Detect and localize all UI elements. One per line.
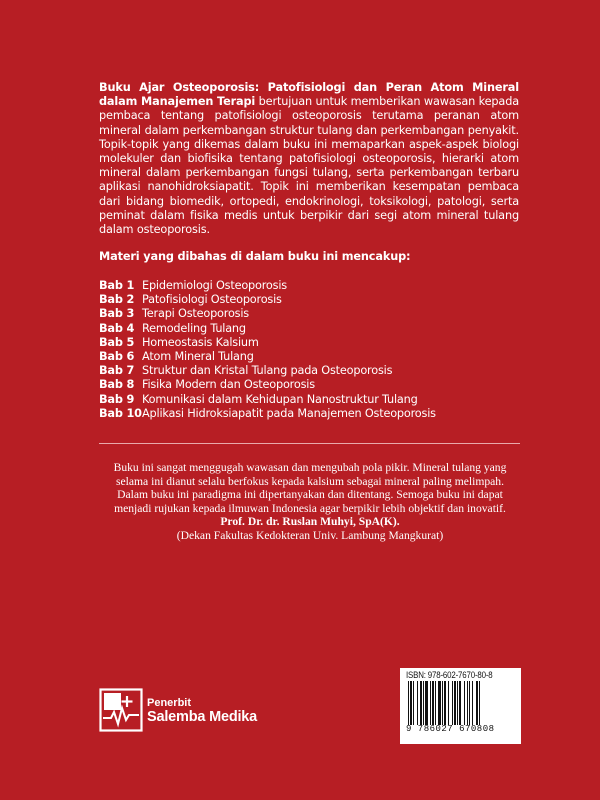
chapter-number: Bab 4 (99, 321, 135, 335)
chapter-item (99, 293, 529, 307)
quote-line: Dalam buku ini paradigma ini dipertanyakan dan ditentang. Semoga buku ini dapat (117, 488, 503, 502)
isbn-barcode (400, 668, 521, 744)
chapter-item (99, 393, 529, 407)
quote-line: selama ini dianut selalu berfokus kepada kalsium sebagai mineral paling melimpah. (116, 474, 504, 488)
chapter-title: Komunikasi dalam Kehidupan Nanostruktur Tulang (142, 392, 418, 406)
chapter-title: Patofisiologi Osteoporosis (142, 293, 282, 307)
chapter-item (99, 350, 529, 364)
chapter-number: Bab 6 (99, 350, 135, 364)
publisher-logo (99, 688, 257, 732)
chapter-title: Atom Mineral Tulang (142, 350, 254, 364)
chapter-number: Bab 8 (99, 378, 135, 392)
chapter-item (99, 322, 529, 336)
chapter-item (99, 279, 529, 293)
barcode-digits: 9 786027 670808 (406, 724, 495, 734)
chapter-number: Bab 5 (99, 335, 135, 349)
publisher-name: Salemba Medika (147, 709, 258, 725)
chapter-title: Terapi Osteoporosis (142, 307, 249, 321)
chapter-number: Bab 7 (99, 364, 135, 378)
barcode-bars (406, 681, 515, 725)
chapter-list (99, 279, 529, 421)
endorsement-quote (90, 461, 530, 543)
chapter-title: Struktur dan Kristal Tulang pada Osteoporosis (142, 364, 393, 378)
chapter-number: Bab 1 (99, 279, 135, 292)
quote-line: menjadi rujukan kepada ilmuwan Indonesia agar berpikir lebih objektif dan inovatif. (114, 501, 506, 515)
book-title: Buku Ajar Osteoporosis: Patofisiologi dan Peran Atom Mineral dalam Manajemen Terapi (99, 81, 519, 109)
chapter-number: Bab 3 (99, 307, 135, 321)
endorser-name: Prof. Dr. dr. Ruslan Muhyi, SpA(K). (220, 515, 400, 529)
chapter-title: Aplikasi Hidroksiapatit pada Manajemen Osteoporosis (142, 406, 436, 420)
chapter-item (99, 364, 529, 378)
quote-line: Buku ini sangat menggugah wawasan dan mengubah pola pikir. Mineral tulang yang (113, 461, 507, 474)
chapter-title: Fisika Modern dan Osteoporosis (142, 378, 315, 392)
chapter-title: Epidemiologi Osteoporosis (142, 279, 287, 292)
chapter-number: Bab 9 (99, 392, 135, 406)
isbn-number: ISBN: 978-602-7670-80-8 (406, 670, 493, 680)
section-divider (99, 443, 520, 444)
chapter-item (99, 307, 529, 321)
endorser-affiliation: (Dekan Fakultas Kedokteran Univ. Lambung Mangkurat) (176, 528, 444, 542)
chapter-number: Bab 10 (99, 406, 142, 420)
chapter-title: Homeostasis Kalsium (142, 335, 259, 349)
intro-paragraph (99, 81, 519, 237)
chapter-title: Remodeling Tulang (142, 321, 246, 335)
chapter-number: Bab 2 (99, 293, 135, 307)
publisher-label: Penerbit (147, 697, 192, 709)
salemba-logo-icon (99, 688, 143, 732)
chapter-item (99, 407, 529, 421)
chapter-item (99, 378, 529, 392)
intro-body: bertujuan untuk memberikan wawasan kepada pembaca tentang patofisiologi osteoporosis terutama peranan atom mineral dalam perkembangan struktur tulang dan perkembangan penyakit. Topik-topik yang dikemas dalam buku ini memaparkan aspek-aspek biologi molekuler dan biofisika tentang patofisiologi osteoporosis, hierarki atom mineral dalam perkembangan fungsi tulang, serta perkembangan terbaru aplikasi nanohidroksiapatit. Topik ini memberikan kesempatan pembaca dari bidang biomedik, ortopedi, endokrinologi, toksikologi, patologi, serta peminat dalam fisika medis untuk berpikir dari segi atom mineral tulang dalam osteoporosis. (99, 95, 519, 237)
chapter-item (99, 336, 529, 350)
materials-heading: Materi yang dibahas di dalam buku ini mencakup: (99, 250, 411, 263)
